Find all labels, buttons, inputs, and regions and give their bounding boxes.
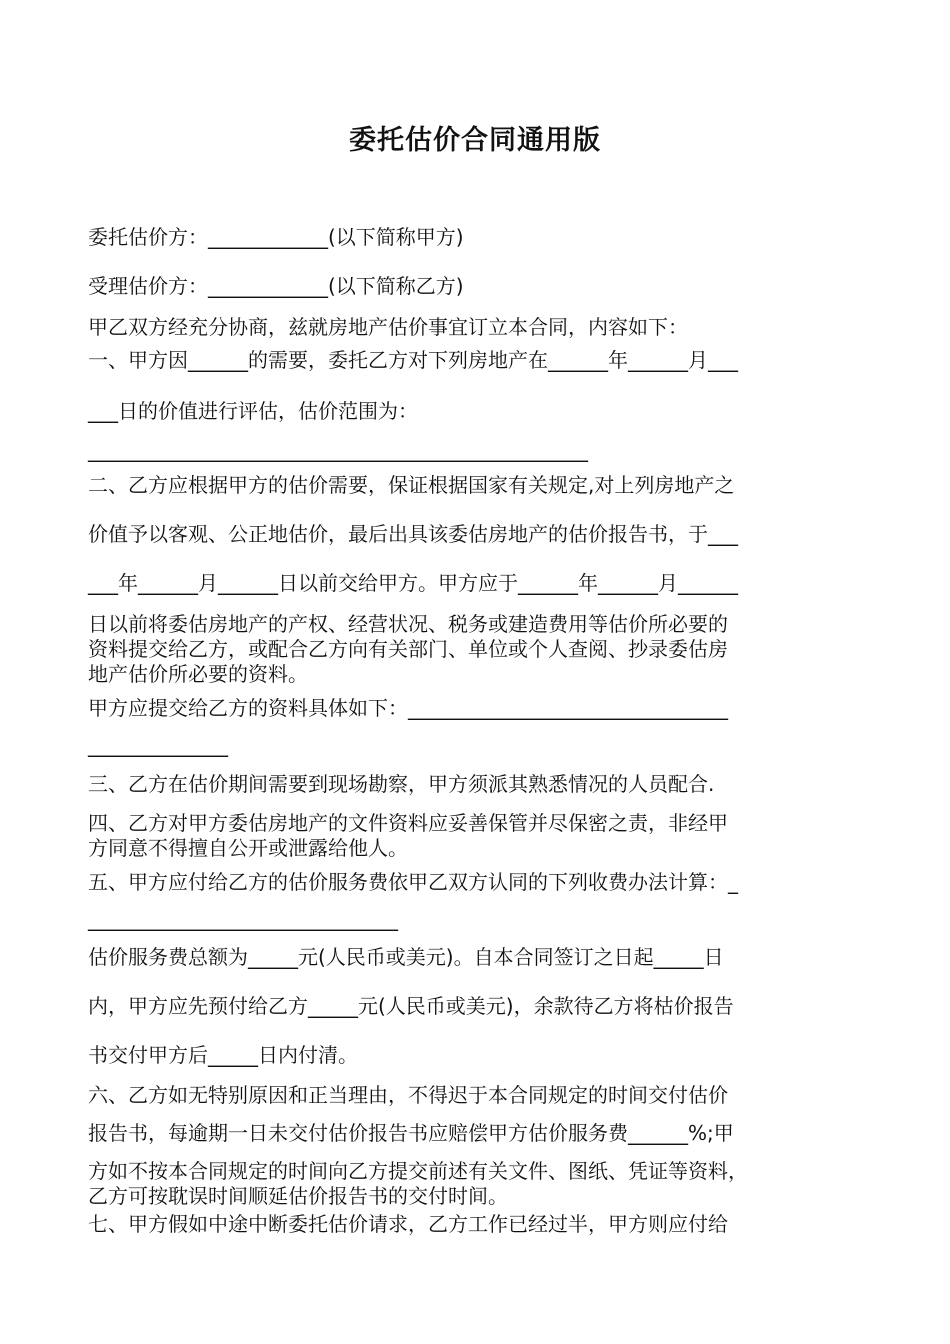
preamble-line: 甲乙双方经充分协商，兹就房地产估价事宜订立本合同，内容如下：: [88, 315, 688, 339]
document-title: 委托估价合同通用版: [349, 125, 601, 156]
clause-2-line-1: 二、乙方应根据甲方的估价需要，保证根据国家有关规定,对上列房地产之: [88, 473, 735, 497]
clause-2-line-4: 日以前将委估房地产的产权、经营状况、税务或建造费用等估价所必要的: [88, 612, 728, 636]
clause-6-line-2: 报告书，每逾期一日未交付估价报告书应赔偿甲方估价服务费______%;甲: [88, 1121, 734, 1145]
clause-4-line-2: 方同意不得擅自公开或泄露给他人。: [88, 836, 408, 860]
clause-6-line-3: 方如不按本合同规定的时间向乙方提交前述有关文件、图纸、凭证等资料，: [88, 1159, 748, 1183]
materials-line-1: 甲方应提交给乙方的资料具体如下：________________________________: [88, 696, 728, 720]
clause-6-line-1: 六、乙方如无特别原因和正当理由，不得迟于本合同规定的时间交付估价: [88, 1083, 728, 1107]
clause-5-blank-line: _______________________________: [88, 907, 398, 931]
clause-1-line-1: 一、甲方因______的需要，委托乙方对下列房地产在______年______月___: [88, 348, 738, 372]
clause-5-line-3: 内，甲方应先预付给乙方_____元(人民币或美元)，余款待乙方将枯价报告: [88, 994, 734, 1018]
clause-5-line-1: 五、甲方应付给乙方的估价服务费依甲乙双方认同的下列收费办法计算：_: [88, 870, 738, 894]
clause-1-blank-line: __________________________________________________: [88, 438, 588, 462]
clause-2-line-6: 地产估价所必要的资料。: [88, 662, 308, 686]
materials-blank-line: ______________: [88, 733, 228, 757]
clause-2-line-5: 资料提交给乙方，或配合乙方向有关部门、单位或个人查阅、抄录委估房: [88, 637, 728, 661]
clause-2-line-2: 价值予以客观、公正地估价，最后出具该委估房地产的估价报告书，于___: [88, 522, 738, 546]
clause-7-line-1: 七、甲方假如中途中断委托估价请求，乙方工作已经过半，甲方则应付给: [88, 1212, 728, 1236]
clause-1-line-2: ___日的价值进行评估，估价范围为：: [88, 399, 418, 423]
clause-6-line-4: 乙方可按耽误时间顺延估价报告书的交付时间。: [88, 1184, 508, 1208]
clause-2-line-3: ___年______月______日以前交给甲方。甲方应于______年______月______: [88, 571, 738, 595]
clause-5-line-4: 书交付甲方后_____日内付清。: [88, 1043, 358, 1067]
clause-3-line: 三、乙方在估价期间需要到现场勘察，甲方须派其熟悉情况的人员配合.: [88, 772, 715, 796]
party-a-line: 委托估价方：____________(以下简称甲方): [88, 225, 464, 249]
clause-5-line-2: 估价服务费总额为_____元(人民币或美元)。自本合同签订之日起_____日: [88, 945, 724, 969]
party-b-line: 受理估价方：____________(以下简称乙方): [88, 274, 464, 298]
clause-4-line-1: 四、乙方对甲方委估房地产的文件资料应妥善保管并尽保密之责，非经甲: [88, 811, 728, 835]
